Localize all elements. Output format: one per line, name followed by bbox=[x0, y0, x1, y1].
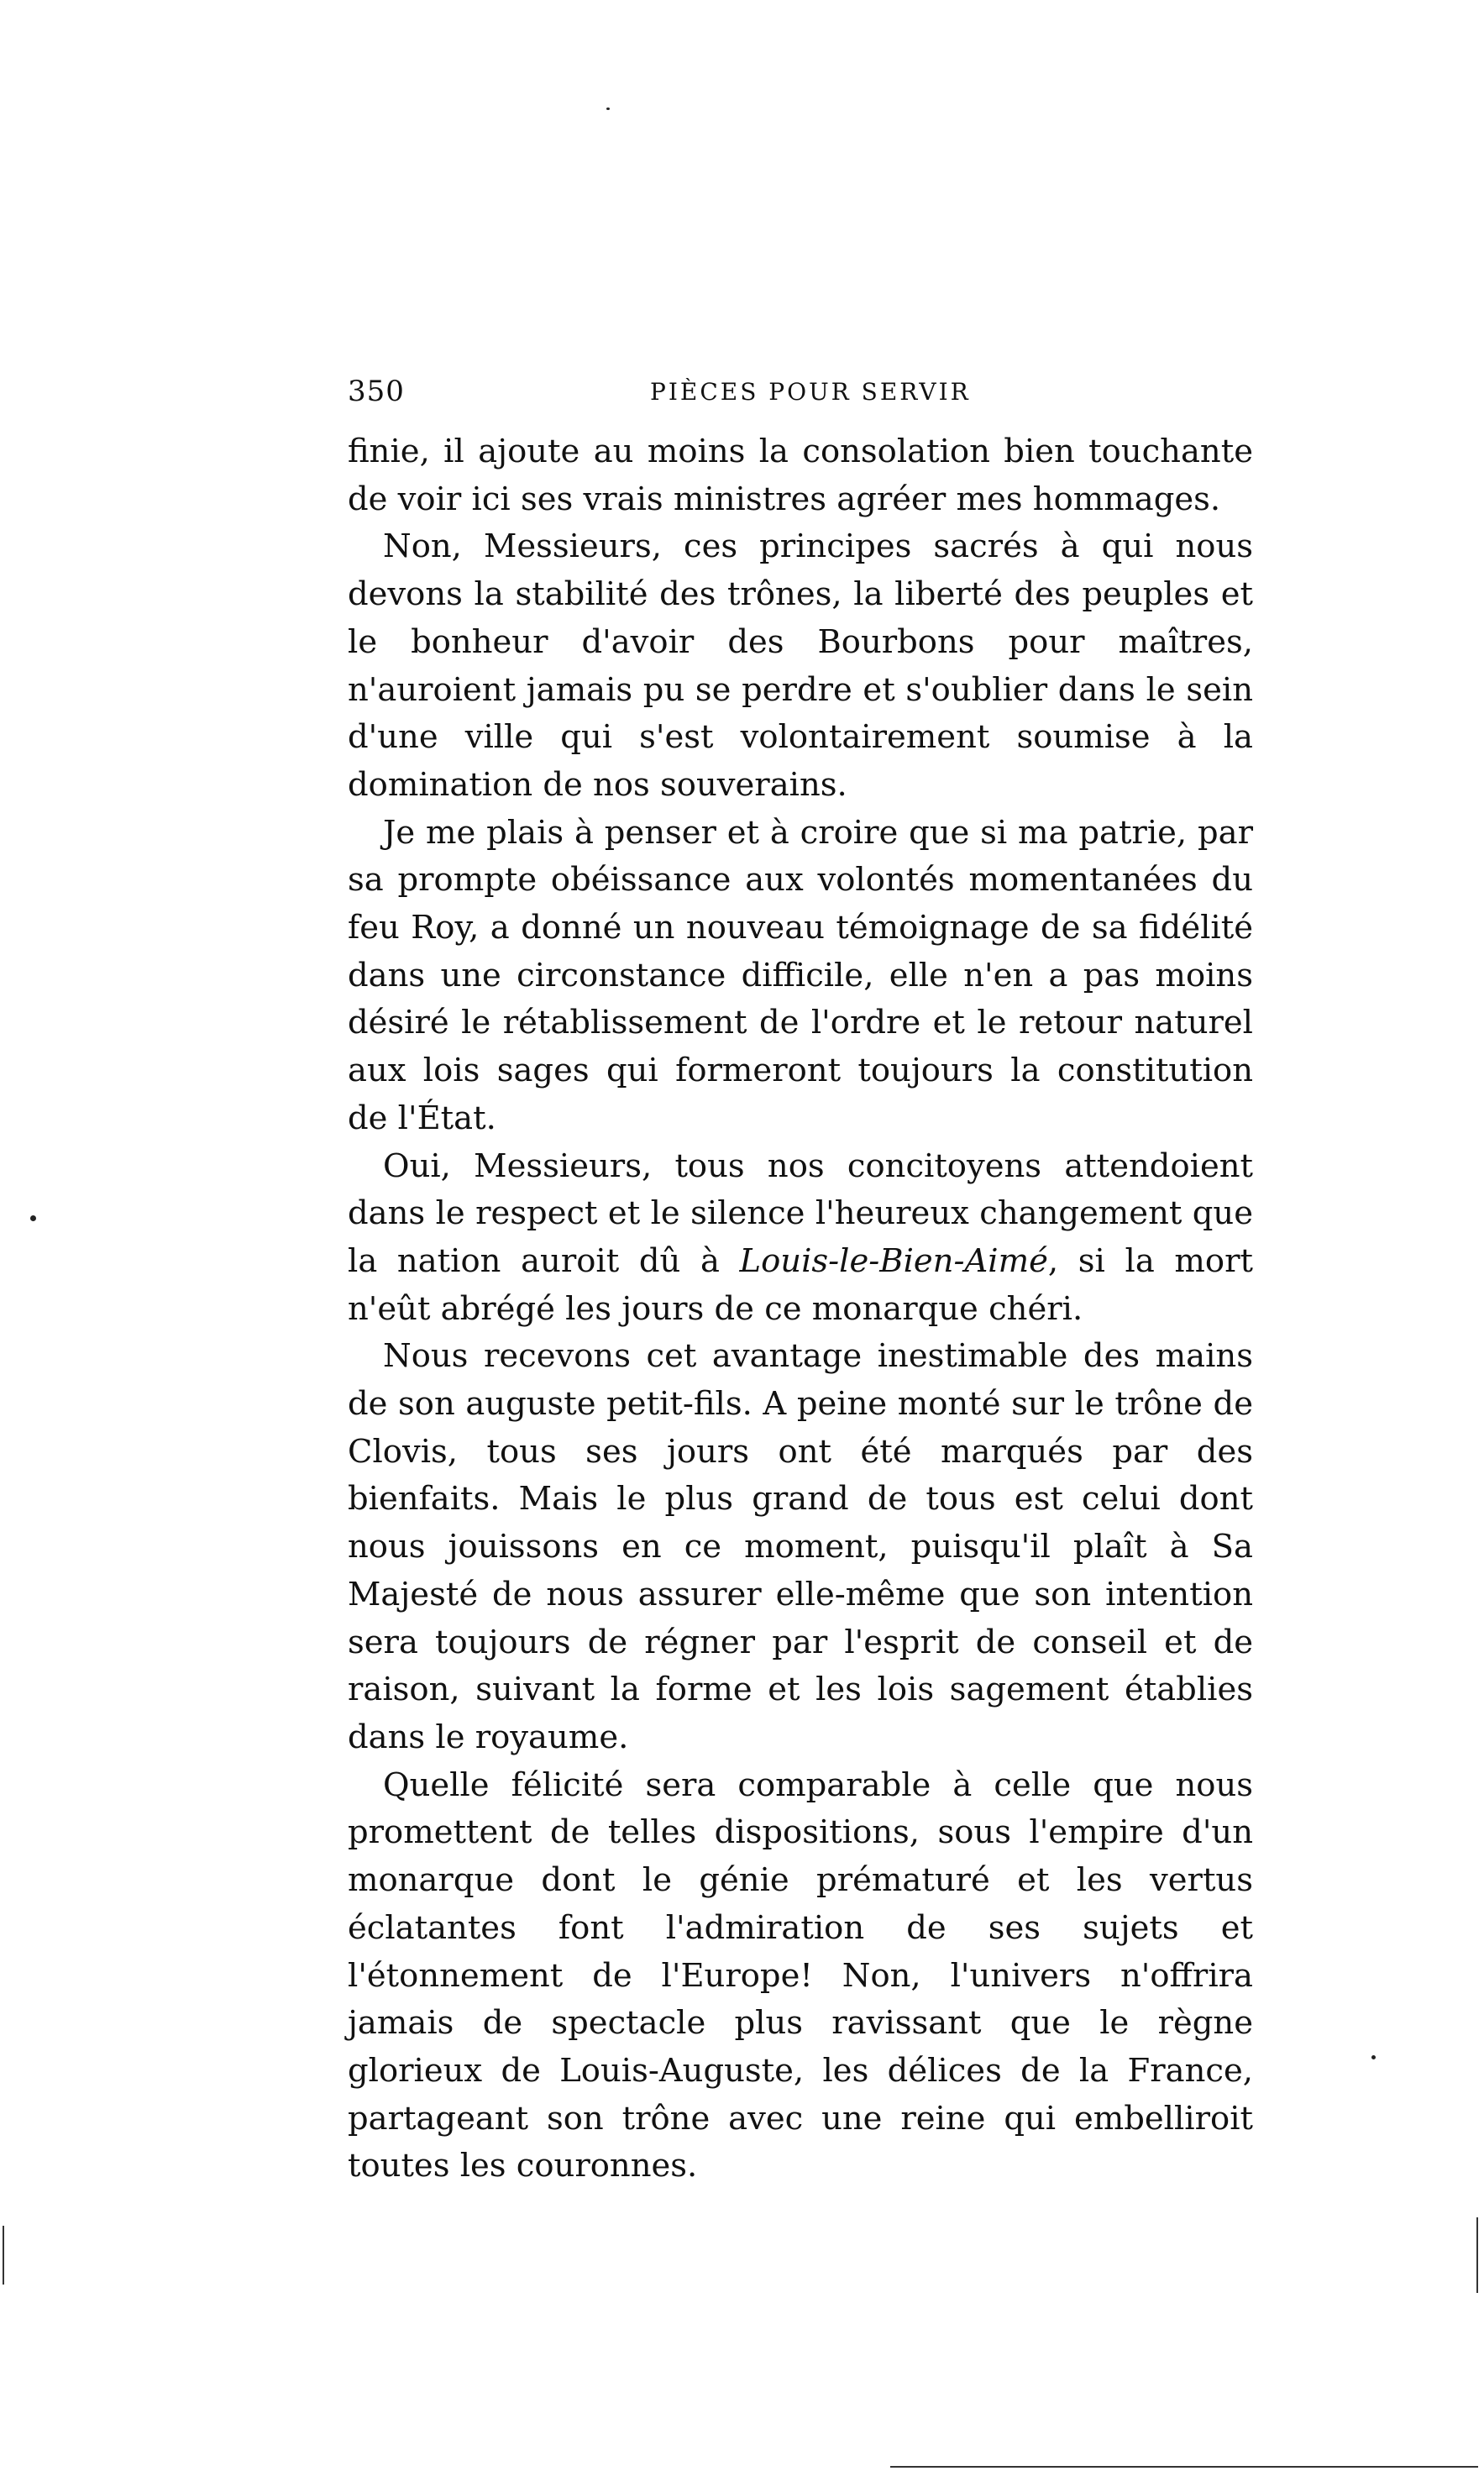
scan-speck bbox=[1371, 2055, 1376, 2059]
scan-edge-mark bbox=[890, 2466, 1478, 2468]
paragraph-2: Non, Messieurs, ces principes sacrés à qui nous devons la stabilité des trônes, la liberté des peuples et le bonheur d'avoir des Bourbons pour maîtres, n'auroient jamais pu se perdre et s'oublier dans le sein d'une ville qui s'est volontairement soumise à la domination de nos souverains. bbox=[348, 527, 1253, 804]
paragraph-6: Quelle félicité sera comparable à celle que nous promettent de telles dispositions, sous l'empire d'un monarque dont le génie prématuré et les vertus éclatantes font l'admiration de ses sujets et l'étonnement de l'Europe! Non, l'univers n'offrira jamais de spectacle plus ravissant que le règne glorieux de Louis-Auguste, les délices de la France, partageant son trône avec une reine qui embelliroit toutes les couronnes. bbox=[348, 1765, 1253, 2185]
scan-speck bbox=[30, 1215, 36, 1221]
scan-edge-mark bbox=[3, 2226, 4, 2285]
page-number: 350 bbox=[348, 375, 405, 408]
paragraph-4 bbox=[348, 1143, 1253, 1334]
paragraph-5: Nous recevons cet avantage inestimable des mains de son auguste petit-fils. A peine monté sur le trône de Clovis, tous ses jours ont été marqués par des bienfaits. Mais le plus grand de tous est celui dont nous jouissons en ce moment, puisqu'il plaît à Sa Majesté de nous assurer elle-même que son intention sera toujours de régner par l'esprit de conseil et de raison, suivant la forme et les lois sagement établies dans le royaume. bbox=[348, 1337, 1253, 1756]
page-header bbox=[348, 375, 1255, 425]
paragraph-4-italic-name: Louis-le-Bien-Aimé bbox=[739, 1241, 1048, 1280]
scan-edge-mark bbox=[1476, 2217, 1478, 2293]
paragraph-3: Je me plais à penser et à croire que si ma patrie, par sa prompte obéissance aux volontés momentanées du feu Roy, a donné un nouveau témoignage de sa fidélité dans une circonstance difficile, elle n'en a pas moins désiré le rétablissement de l'ordre et le retour naturel aux lois sages qui formeront toujours la constitution de l'État. bbox=[348, 813, 1253, 1137]
body-text bbox=[348, 428, 1253, 2190]
paragraph-4-end: , si la mort n'eût abrégé les jours de ce monarque chéri. bbox=[348, 1241, 1253, 1328]
running-head: PIÈCES POUR SERVIR bbox=[650, 378, 971, 406]
paragraph-1: finie, il ajoute au moins la consolation bien touchante de voir ici ses vrais ministres agréer mes hommages. bbox=[348, 433, 1253, 518]
scan-speck bbox=[606, 108, 610, 110]
paragraph-4-start: Oui, Messieurs, tous nos concitoyens attendoient dans le respect et le silence l'heureux changement que la nation auroit dû à bbox=[348, 1146, 1253, 1280]
